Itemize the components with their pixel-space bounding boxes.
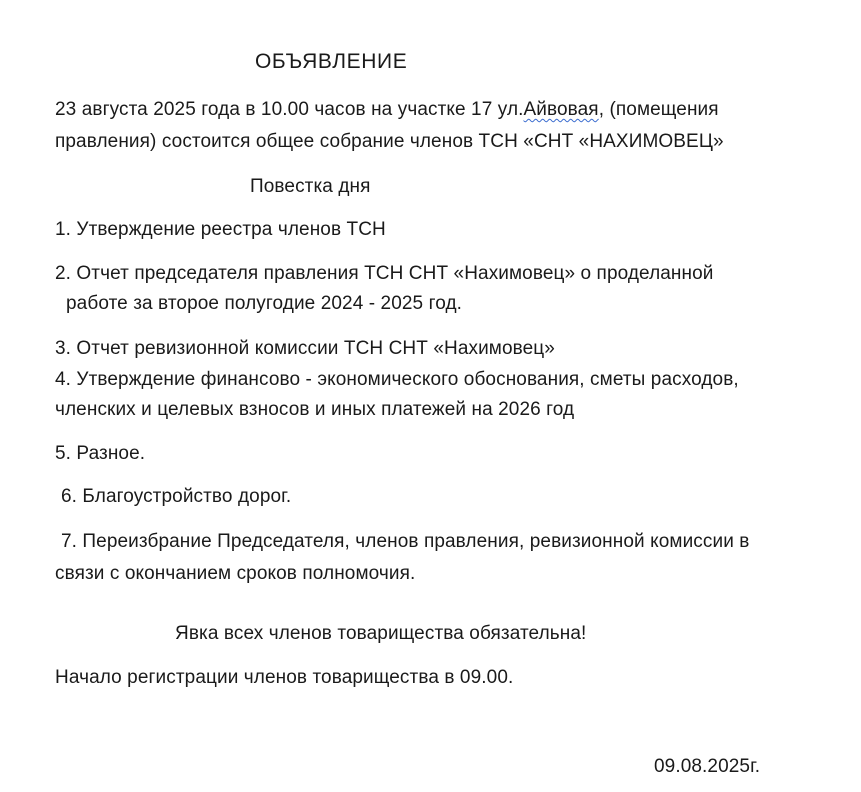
agenda-item-2-line-1: 2. Отчет председателя правления ТСН СНТ «Нахимовец» о проделанной xyxy=(55,263,714,284)
agenda-item-7-line-1: 7. Переизбрание Председателя, членов правления, ревизионной комиссии в xyxy=(61,531,750,552)
document-title: ОБЪЯВЛЕНИЕ xyxy=(255,50,408,73)
intro-text-before: 23 августа 2025 года в 10.00 часов на участке 17 ул. xyxy=(55,99,524,120)
spellcheck-marked-word: Айвовая xyxy=(523,99,599,120)
agenda-item-4-line-2: членских и целевых взносов и иных платежей на 2026 год xyxy=(55,399,575,420)
agenda-item-2-line-2: работе за второе полугодие 2024 - 2025 год. xyxy=(66,293,463,314)
document-date: 09.08.2025г. xyxy=(654,756,761,777)
registration-notice: Начало регистрации членов товарищества в 09.00. xyxy=(55,667,514,688)
agenda-item-4-line-1: 4. Утверждение финансово - экономического обоснования, сметы расходов, xyxy=(55,369,739,390)
intro-line-1 xyxy=(55,98,719,122)
agenda-item-1: 1. Утверждение реестра членов ТСН xyxy=(55,219,386,240)
intro-line-2: правления) состоится общее собрание членов ТСН «СНТ «НАХИМОВЕЦ» xyxy=(55,131,724,152)
agenda-item-5: 5. Разное. xyxy=(55,443,146,464)
attendance-notice: Явка всех членов товарищества обязательна! xyxy=(175,623,587,644)
agenda-item-7-line-2: связи с окончанием сроков полномочия. xyxy=(55,563,416,584)
agenda-heading: Повестка дня xyxy=(250,176,371,197)
agenda-item-3: 3. Отчет ревизионной комиссии ТСН СНТ «Нахимовец» xyxy=(55,338,555,359)
agenda-item-6: 6. Благоустройство дорог. xyxy=(61,486,292,507)
intro-text-after: , (помещения xyxy=(598,99,719,120)
